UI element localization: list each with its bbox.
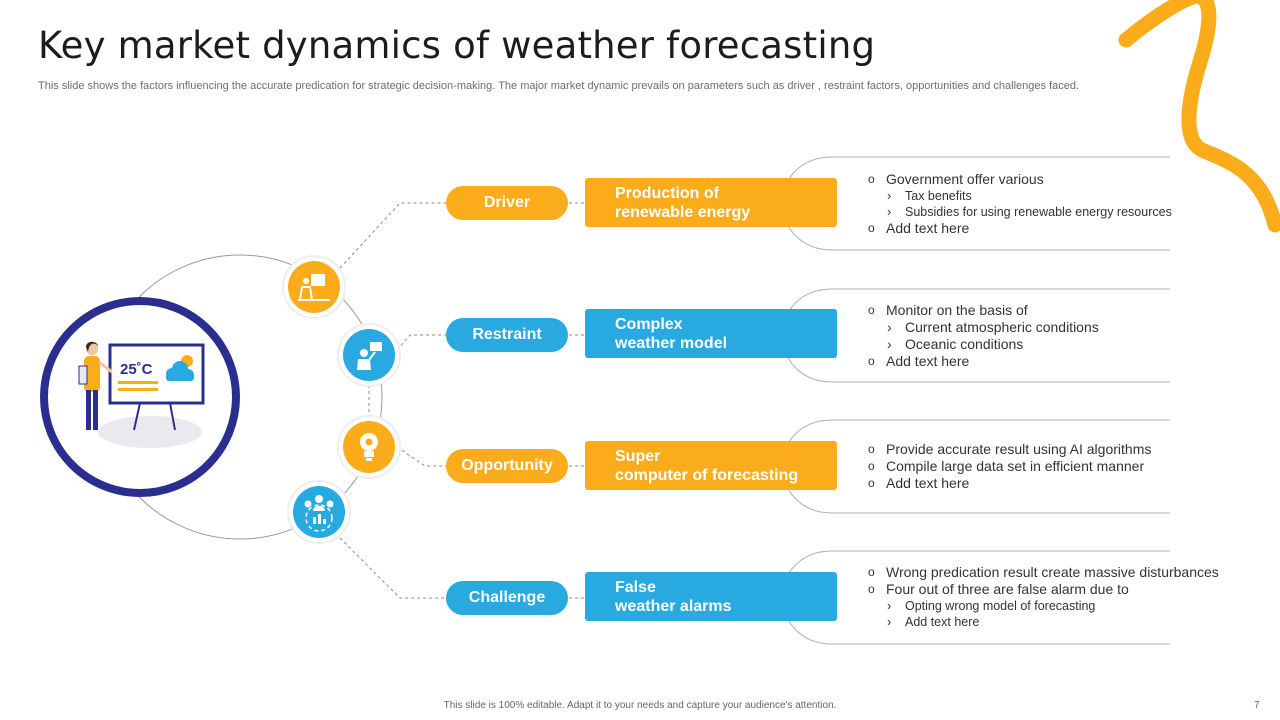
bullet-item: o Compile large data set in efficient manner (868, 458, 1151, 475)
sub-bullet-item: › Subsidies for using renewable energy resources (868, 204, 1172, 220)
bullet-item: o Add text here (868, 353, 1099, 370)
icon-circle-challenge (288, 481, 350, 543)
label-pill-opportunity: Opportunity (446, 449, 568, 483)
heading-line: False (615, 579, 656, 596)
sub-bullet-item: › Opting wrong model of forecasting (868, 598, 1219, 614)
heading-line: Production of (615, 185, 719, 202)
sub-bullet-item: › Oceanic conditions (868, 336, 1099, 353)
bullet-item: o Wrong predication result create massive disturbances (868, 564, 1219, 581)
connector-lines (340, 203, 585, 598)
icon-circle-restraint (338, 324, 400, 386)
label-pill-restraint: Restraint (446, 318, 568, 352)
bullet-item: o Add text here (868, 475, 1151, 492)
bullet-item: o Add text here (868, 220, 1172, 237)
page-number: 7 (1254, 700, 1260, 711)
bullet-item: o Provide accurate result using AI algorithms (868, 441, 1151, 458)
heading-line: Complex (615, 316, 683, 333)
board-temperature: 25˚C (120, 361, 153, 378)
heading-line: Super (615, 448, 661, 465)
page-subtitle: This slide shows the factors influencing the accurate predication for strategic decision-making. The major market dynamic prevails on parameters such as driver , restraint factors, opportunities and challenges faced. (38, 80, 1080, 92)
description-restraint (868, 302, 1099, 370)
label-pill-challenge: Challenge (446, 581, 568, 615)
description-opportunity (868, 441, 1151, 492)
heading-box-opportunity (585, 441, 837, 490)
heading-box-restraint (585, 309, 837, 358)
heading-line: renewable energy (615, 204, 751, 221)
description-challenge (868, 564, 1219, 630)
central-illustration (44, 301, 236, 493)
heading-line: computer of forecasting (615, 467, 799, 484)
label-pill-driver: Driver (446, 186, 568, 220)
heading-box-challenge (585, 572, 837, 621)
bullet-item: o Four out of three are false alarm due to (868, 581, 1219, 598)
heading-line: weather model (615, 335, 728, 352)
description-driver (868, 171, 1172, 237)
footer-note: This slide is 100% editable. Adapt it to your needs and capture your audience's attention. (443, 700, 837, 711)
page-title: Key market dynamics of weather forecasting (38, 24, 876, 67)
sub-bullet-item: › Current atmospheric conditions (868, 319, 1099, 336)
bullet-item: o Monitor on the basis of (868, 302, 1099, 319)
sub-bullet-item: › Tax benefits (868, 188, 1172, 204)
icon-circle-opportunity (338, 416, 400, 478)
bullet-item: o Government offer various (868, 171, 1172, 188)
heading-line: weather alarms (615, 598, 732, 615)
heading-box-driver (585, 178, 837, 227)
icon-circle-driver (283, 256, 345, 318)
sub-bullet-item: › Add text here (868, 614, 1219, 630)
